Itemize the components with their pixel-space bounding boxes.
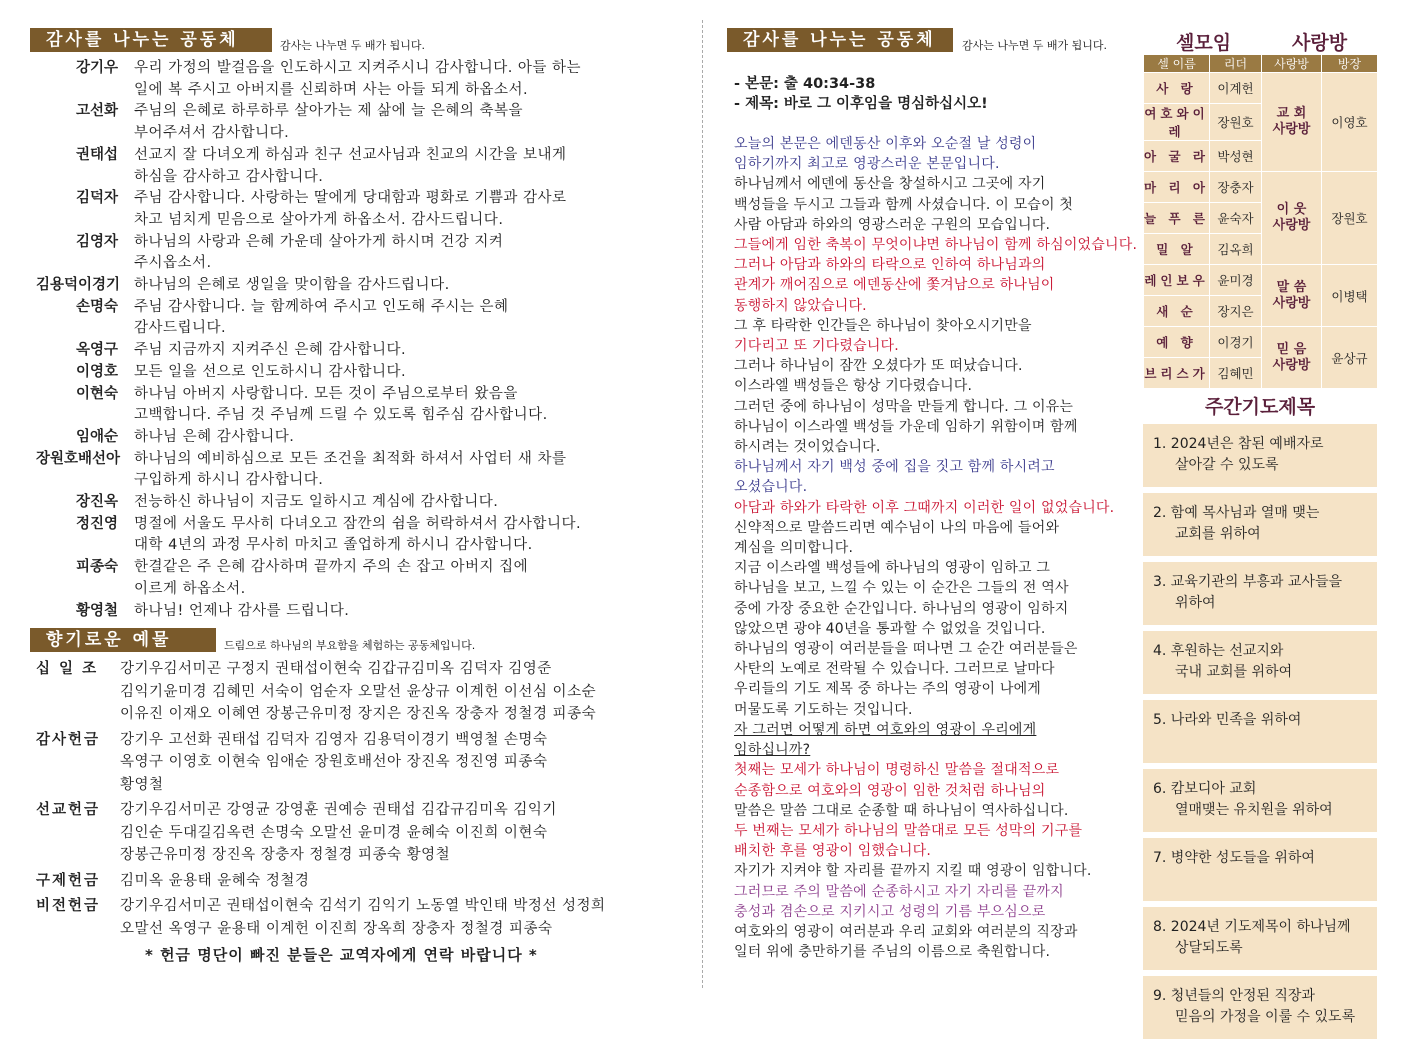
cell-name: 늘 푸 른 — [1144, 203, 1210, 234]
thanks-text — [134, 188, 686, 231]
love-room-head: 이병택 — [1322, 265, 1378, 327]
thanks-line: 하나님의 사랑과 은혜 가운데 살아가게 하시며 건강 지켜 — [134, 233, 504, 250]
offering-section-tab: 향기로운 예물 — [30, 628, 216, 652]
sermon-line: 첫째는 모세가 하나님이 명령하신 말씀을 절대적으로 — [734, 762, 1060, 779]
love-room-head: 이영호 — [1322, 73, 1378, 172]
cell-row — [1144, 73, 1378, 104]
sermon-line: 지금 이스라엘 백성들에 하나님의 영광이 임하고 그 — [734, 560, 1051, 577]
thanks-entry — [36, 384, 686, 427]
cell-name: 새 순 — [1144, 296, 1210, 327]
sermon-line: 임하십니까? — [734, 742, 811, 759]
offering-section-subtitle: 드림으로 하나님의 부요함을 체험하는 공동체입니다. — [224, 639, 476, 652]
sermon-line: 오늘의 본문은 에덴동산 이후와 오순절 날 성령이 — [734, 136, 1037, 152]
thanks-section-subtitle: 감사는 나누면 두 배가 됩니다. — [280, 39, 425, 52]
sermon-line: 배치한 후를 영광이 임했습니다. — [734, 843, 932, 860]
sermon-line: 그러나 아담과 하와의 타락으로 인하여 하나님과의 — [734, 257, 1046, 274]
offering-names — [120, 799, 557, 867]
offering-names — [120, 870, 309, 893]
love-room-name-line: 사랑방 — [1272, 357, 1311, 373]
sermon-line: 자 그러면 어떻게 하면 여호와의 영광이 우리에게 — [734, 721, 1037, 738]
cell-row — [1144, 172, 1378, 203]
cell-leader: 이경기 — [1210, 327, 1262, 358]
thanks-text — [134, 232, 686, 275]
prayer-item — [1143, 631, 1377, 694]
thanks-name: 장원호배선아 — [36, 450, 121, 467]
prayer-item — [1143, 424, 1377, 487]
offering-notice: * 헌금 명단이 빠진 분들은 교역자에게 연락 바랍니다 * — [145, 946, 538, 964]
prayer-item — [1143, 838, 1377, 901]
thanks-entry — [36, 101, 686, 144]
prayer-item — [1143, 562, 1377, 625]
fold-divider — [702, 20, 703, 988]
love-room-name-line: 사랑방 — [1272, 295, 1311, 311]
love-room-name-line: 사랑방 — [1272, 122, 1311, 137]
sermon-line: 하나님을 보고, 느낄 수 있는 이 순간은 그들의 전 역사 — [734, 580, 1069, 597]
sermon-line: 동행하지 않았습니다. — [734, 297, 867, 314]
offering-name-line: 김미옥 윤용태 윤혜숙 정철경 — [120, 872, 310, 889]
offering-name-line: 강기우 고선화 권태섭 김덕자 김영자 김용덕이경기 백영철 손명숙 — [120, 731, 548, 748]
sermon-line: 두 번째는 모세가 하나님의 말씀대로 모든 성막의 기구를 — [734, 822, 1083, 839]
prayer-line: 3. 교육기관의 부흥과 교사들을 — [1153, 574, 1342, 590]
love-room-name — [1262, 73, 1322, 172]
offering-label: 선교헌금 — [36, 802, 101, 818]
thanks-text — [134, 601, 686, 623]
sermon-line: 하시려는 것이었습니다. — [734, 439, 881, 456]
header-leader: 리더 — [1210, 55, 1262, 73]
thanks-line: 하나님 은혜 감사합니다. — [134, 428, 295, 445]
sermon-title: - 제목: 바로 그 이후임을 명심하십시오! — [734, 96, 988, 112]
love-room-name-line: 교 회 — [1276, 106, 1307, 121]
thanks-text — [134, 557, 686, 600]
thanks-entry — [36, 275, 686, 297]
prayer-line: 살아갈 수 있도록 — [1175, 457, 1279, 473]
sermon-section-tab: 감사를 나누는 공동체 — [727, 28, 953, 52]
sermon-line: 그러므로 주의 말씀에 순종하시고 자기 자리를 끝까지 — [734, 883, 1064, 900]
sermon-line: 말씀은 말씀 그대로 순종할 때 하나님이 역사하십니다. — [734, 802, 1069, 819]
offering-names — [120, 658, 596, 726]
sermon-line: 그 후 타락한 인간들은 하나님이 찾아오시기만을 — [734, 317, 1032, 334]
offering-label: 감사헌금 — [36, 731, 101, 748]
cell-name: 레인보우 — [1144, 265, 1210, 296]
thanks-line: 한결같은 주 은혜 감사하며 끝까지 주의 손 잡고 아버지 집에 — [134, 559, 529, 576]
sermon-line: 하나님께서 자기 백성 중에 집을 짓고 함께 하시려고 — [734, 459, 1055, 476]
prayer-line: 7. 병약한 성도들을 위하여 — [1153, 850, 1315, 866]
thanks-entry — [36, 449, 686, 492]
thanks-name: 김용덕이경기 — [36, 277, 121, 294]
thanks-name: 임애순 — [75, 428, 118, 445]
thanks-name: 권태섭 — [75, 146, 118, 163]
thanks-name: 김영자 — [75, 233, 118, 250]
offering-group — [36, 895, 686, 940]
offering-name-line: 강기우김서미곤 강영균 강영훈 권예승 권태섭 김갑규김미옥 김익기 — [120, 802, 557, 818]
cell-leader: 박성현 — [1210, 141, 1262, 172]
offering-name-line: 강기우김서미곤 구정지 권태섭이현숙 김갑규김미옥 김덕자 김영준 — [120, 661, 552, 677]
love-room-name — [1262, 327, 1322, 389]
sermon-line: 오셨습니다. — [734, 479, 808, 496]
cell-name: 여호와이레 — [1144, 104, 1210, 141]
sermon-meta — [734, 74, 988, 114]
prayer-line: 국내 교회를 위하여 — [1175, 664, 1293, 680]
thanks-name: 피종숙 — [75, 559, 118, 576]
thanks-line: 주님 지금까지 지켜주신 은혜 감사합니다. — [134, 342, 407, 359]
thanks-text — [134, 449, 686, 492]
cell-leader: 장충자 — [1210, 172, 1262, 203]
thanks-entry — [36, 340, 686, 362]
sermon-line: 계심을 의미합니다. — [734, 540, 854, 557]
offering-label: 비전헌금 — [36, 898, 101, 914]
sermon-line: 하나님께서 에덴에 동산을 창설하시고 그곳에 자기 — [734, 176, 1046, 193]
thanks-entry — [36, 601, 686, 623]
thanks-name: 장진옥 — [75, 494, 118, 511]
love-room-name-line: 말 씀 — [1276, 279, 1307, 295]
cell-leader: 김옥희 — [1210, 234, 1262, 265]
offering-label: 십 일 조 — [36, 661, 99, 677]
thanks-entry — [36, 145, 686, 188]
thanks-text — [134, 362, 686, 384]
sermon-line: 사탄의 노예로 전락될 수 있습니다. 그러므로 날마다 — [734, 661, 1055, 678]
prayer-line: 교회를 위하여 — [1175, 526, 1261, 542]
offering-group — [36, 658, 686, 726]
offering-group — [36, 729, 686, 797]
thanks-line: 감사드립니다. — [134, 320, 227, 337]
prayer-item — [1143, 700, 1377, 763]
love-room-name — [1262, 265, 1322, 327]
sermon-line: 충성과 겸손으로 지키시고 성령의 기름 부으심으로 — [734, 903, 1046, 920]
sermon-line: 머물도록 기도하는 것입니다. — [734, 701, 913, 718]
sermon-passage: - 본문: 출 40:34-38 — [734, 76, 876, 92]
thanks-name: 고선화 — [75, 103, 118, 120]
thanks-name: 이현숙 — [75, 385, 118, 402]
thanks-name: 정진영 — [75, 515, 118, 532]
thanks-line: 하나님의 예비하심으로 모든 조건을 최적화 하셔서 사업터 새 차를 — [134, 450, 567, 467]
thanks-text — [134, 101, 686, 144]
prayer-item — [1143, 976, 1377, 1039]
thanks-name: 옥영구 — [75, 342, 118, 359]
offering-group — [36, 870, 686, 893]
header-love-room: 사랑방 — [1262, 55, 1322, 73]
offering-label: 구제헌금 — [36, 872, 101, 889]
thanks-text — [134, 427, 686, 449]
sermon-line: 관계가 깨어짐으로 에덴동산에 쫓겨남으로 하나님이 — [734, 277, 1055, 294]
thanks-entry — [36, 427, 686, 449]
cell-row — [1144, 327, 1378, 358]
thanks-text — [134, 514, 686, 557]
offering-group — [36, 799, 686, 867]
sermon-line: 신약적으로 말씀드리면 예수님이 나의 마음에 들어와 — [734, 519, 1060, 536]
header-cell-name: 셀 이름 — [1144, 55, 1210, 73]
thanks-text — [134, 297, 686, 340]
thanks-line: 명절에 서울도 무사히 다녀오고 잠깐의 쉼을 허락하셔서 감사합니다. — [134, 515, 582, 532]
thanks-text — [134, 340, 686, 362]
love-room-name-line: 이 웃 — [1276, 202, 1307, 217]
thanks-line: 고백합니다. 주님 것 주님께 드릴 수 있도록 힘주심 감사합니다. — [134, 407, 548, 424]
prayer-item — [1143, 907, 1377, 970]
cell-name: 브리스가 — [1144, 358, 1210, 389]
thanks-line: 차고 넘치게 믿음으로 살아가게 하옵소서. 감사드립니다. — [134, 211, 504, 228]
prayer-line: 9. 청년들의 안정된 직장과 — [1153, 988, 1315, 1004]
cell-row — [1144, 265, 1378, 296]
thanks-line: 일에 복 주시고 아버지를 신뢰하며 사는 아들 되게 하옵소서. — [134, 81, 529, 98]
thanks-entry — [36, 58, 686, 101]
thanks-name: 이영호 — [75, 363, 118, 380]
sermon-section-subtitle: 감사는 나누면 두 배가 됩니다. — [962, 39, 1107, 52]
love-room-head: 윤상규 — [1322, 327, 1378, 389]
offering-name-line: 옥영구 이영호 이현숙 임애순 장원호배선아 장진옥 정진영 피종숙 — [120, 754, 548, 770]
cell-name: 사 랑 — [1144, 73, 1210, 104]
thanks-entry — [36, 362, 686, 384]
thanks-line: 하나님의 은혜로 생일을 맞이함을 감사드립니다. — [134, 277, 450, 294]
cell-leader: 김혜민 — [1210, 358, 1262, 389]
thanks-text — [134, 384, 686, 427]
cell-name: 예 향 — [1144, 327, 1210, 358]
prayer-line: 5. 나라와 민족을 위하여 — [1153, 712, 1302, 728]
cell-name: 아 굴 라 — [1144, 141, 1210, 172]
sermon-line: 임하기까지 최고로 영광스러운 본문입니다. — [734, 156, 1000, 173]
prayer-title: 주간기도제목 — [1204, 396, 1316, 418]
prayer-line: 위하여 — [1175, 595, 1216, 611]
thanks-line: 구입하게 하시니 감사합니다. — [134, 472, 324, 489]
thanks-line: 주님 감사합니다. 늘 함께하여 주시고 인도해 주시는 은혜 — [134, 298, 509, 315]
thanks-entry — [36, 188, 686, 231]
thanks-name: 강기우 — [75, 60, 118, 76]
thanks-text — [134, 145, 686, 188]
offering-list — [36, 658, 686, 943]
prayer-line: 1. 2024년은 참된 예배자로 — [1153, 436, 1324, 452]
sermon-line: 중에 가장 중요한 순간입니다. 하나님의 영광이 임하지 — [734, 600, 1069, 617]
prayer-line: 상달되도록 — [1175, 940, 1243, 956]
thanks-line: 이르게 하옵소서. — [134, 580, 246, 597]
thanks-line: 주님의 은혜로 하루하루 살아가는 제 삶에 늘 은혜의 축복을 — [134, 103, 524, 120]
sermon-line: 하나님의 영광이 여러분들을 떠나면 그 순간 여러분들은 — [734, 641, 1078, 658]
thanks-section-tab: 감사를 나누는 공동체 — [30, 28, 272, 52]
sermon-line: 백성들을 두시고 그들과 함께 사셨습니다. 이 모습이 첫 — [734, 196, 1074, 213]
offering-name-line: 강기우김서미곤 권태섭이현숙 김석기 김익기 노동열 박인태 박정선 성정희 — [120, 898, 606, 914]
thanks-entry — [36, 492, 686, 514]
thanks-line: 주시옵소서. — [134, 255, 212, 272]
love-room-name — [1262, 172, 1322, 265]
love-room-heading: 사랑방 — [1292, 32, 1348, 54]
sermon-line: 않았으면 광야 40년을 통과할 수 없었을 것입니다. — [734, 620, 1046, 637]
prayer-item — [1143, 493, 1377, 556]
sermon-line: 하나님이 이스라엘 백성들 가운데 임하기 위함이며 함께 — [734, 418, 1078, 435]
thanks-text — [134, 58, 686, 101]
cell-name: 밀 알 — [1144, 234, 1210, 265]
thanks-line: 하나님 아버지 사랑합니다. 모든 것이 주님으로부터 왔음을 — [134, 385, 518, 402]
offering-name-line: 이유진 이재오 이혜연 장봉근유미정 장지은 장진옥 장충자 정철경 피종숙 — [120, 706, 597, 722]
cell-leader: 장원호 — [1210, 104, 1262, 141]
sermon-line: 순종함으로 여호와의 영광이 임한 것처럼 하나님의 — [734, 782, 1046, 799]
sermon-line: 여호와의 영광이 여러분과 우리 교회와 여러분의 직장과 — [734, 923, 1078, 940]
offering-name-line: 오말선 옥영구 윤용태 이계헌 이진희 장옥희 장충자 정철경 피종숙 — [120, 920, 553, 937]
cell-leader: 이계헌 — [1210, 73, 1262, 104]
thanks-line: 대학 4년의 과정 무사히 마치고 졸업하게 하시니 감사합니다. — [134, 537, 533, 554]
cell-leader: 윤미경 — [1210, 265, 1262, 296]
thanks-name: 황영철 — [75, 602, 118, 619]
sermon-body — [734, 134, 1136, 962]
prayer-line: 8. 2024년 기도제목이 하나님께 — [1153, 919, 1351, 935]
thanks-line: 부어주셔서 감사합니다. — [134, 125, 290, 142]
thanks-line: 하나님! 언제나 감사를 드립니다. — [134, 602, 350, 619]
offering-name-line: 김인순 두대길김옥련 손명숙 오말선 윤미경 윤혜숙 이진희 이현숙 — [120, 824, 548, 841]
cell-leader: 윤숙자 — [1210, 203, 1262, 234]
love-room-name-line: 사랑방 — [1272, 218, 1311, 233]
sermon-line: 이스라엘 백성들은 항상 기다렸습니다. — [734, 378, 973, 395]
thanks-line: 하심을 감사하고 감사합니다. — [134, 168, 324, 185]
offering-name-line: 장봉근유미정 장진옥 장충자 정철경 피종숙 황영철 — [120, 847, 451, 863]
thanks-line: 선교지 잘 다녀오게 하심과 친구 선교사님과 친교의 시간을 보내게 — [134, 146, 567, 163]
sermon-line: 일터 위에 충만하기를 주님의 이름으로 축원합니다. — [734, 944, 1051, 961]
prayer-list — [1143, 424, 1377, 1045]
thanks-entry — [36, 297, 686, 340]
thanks-line: 주님 감사합니다. 사랑하는 딸에게 당대함과 평화로 기쁨과 감사로 — [134, 190, 567, 207]
prayer-line: 열매맺는 유치원을 위하여 — [1175, 802, 1333, 818]
thanks-text — [134, 492, 686, 514]
thanks-line: 우리 가정의 발걸음을 인도하시고 지켜주시니 감사합니다. 아들 하는 — [134, 60, 582, 76]
sermon-line: 아담과 하와가 타락한 이후 그때까지 이러한 일이 없었습니다. — [734, 499, 1115, 516]
sermon-line: 그러나 하나님이 잠깐 오셨다가 또 떠났습니다. — [734, 358, 1023, 375]
thanks-line: 모든 일을 선으로 인도하시니 감사합니다. — [134, 363, 407, 380]
offering-names — [120, 895, 605, 940]
sermon-line: 그들에게 임한 축복이 무엇이냐면 하나님이 함께 하심이었습니다. — [734, 237, 1138, 254]
thanks-text — [134, 275, 686, 297]
thanks-name: 김덕자 — [75, 190, 118, 207]
thanks-line: 전능하신 하나님이 지금도 일하시고 계심에 감사합니다. — [134, 494, 499, 511]
thanks-entry — [36, 514, 686, 557]
thanks-entry — [36, 557, 686, 600]
cell-group-table — [1143, 54, 1378, 389]
sermon-line: 기다리고 또 기다렸습니다. — [734, 338, 899, 355]
love-room-name-line: 믿 음 — [1276, 341, 1307, 357]
cell-name: 마 리 아 — [1144, 172, 1210, 203]
thanks-name: 손명숙 — [75, 298, 118, 315]
sermon-line: 그러던 중에 하나님이 성막을 만들게 합니다. 그 이유는 — [734, 398, 1074, 415]
offering-name-line: 김익기윤미경 김혜민 서숙이 엄순자 오말선 윤상규 이계헌 이선심 이소순 — [120, 683, 597, 700]
cell-leader: 장지은 — [1210, 296, 1262, 327]
sermon-line: 자기가 지켜야 할 자리를 끝까지 지킬 때 영광이 임합니다. — [734, 863, 1092, 880]
thanks-entry — [36, 232, 686, 275]
header-room-head: 방장 — [1322, 55, 1378, 73]
offering-names — [120, 729, 547, 797]
thanks-list — [36, 58, 686, 622]
prayer-item — [1143, 769, 1377, 832]
prayer-line: 6. 캄보디아 교회 — [1153, 781, 1257, 797]
offering-name-line: 황영철 — [120, 776, 164, 793]
prayer-line: 믿음의 가정을 이룰 수 있도록 — [1175, 1009, 1356, 1025]
love-room-head: 장원호 — [1322, 172, 1378, 265]
prayer-line: 2. 함예 목사님과 열매 맺는 — [1153, 505, 1320, 521]
sermon-line: 사람 아담과 하와의 영광스러운 구원의 모습입니다. — [734, 216, 1051, 233]
cell-group-heading: 셀모임 — [1176, 32, 1232, 54]
sermon-line: 우리들의 기도 제목 중 하나는 주의 영광이 나에게 — [734, 681, 1042, 698]
prayer-line: 4. 후원하는 선교지와 — [1153, 643, 1284, 659]
